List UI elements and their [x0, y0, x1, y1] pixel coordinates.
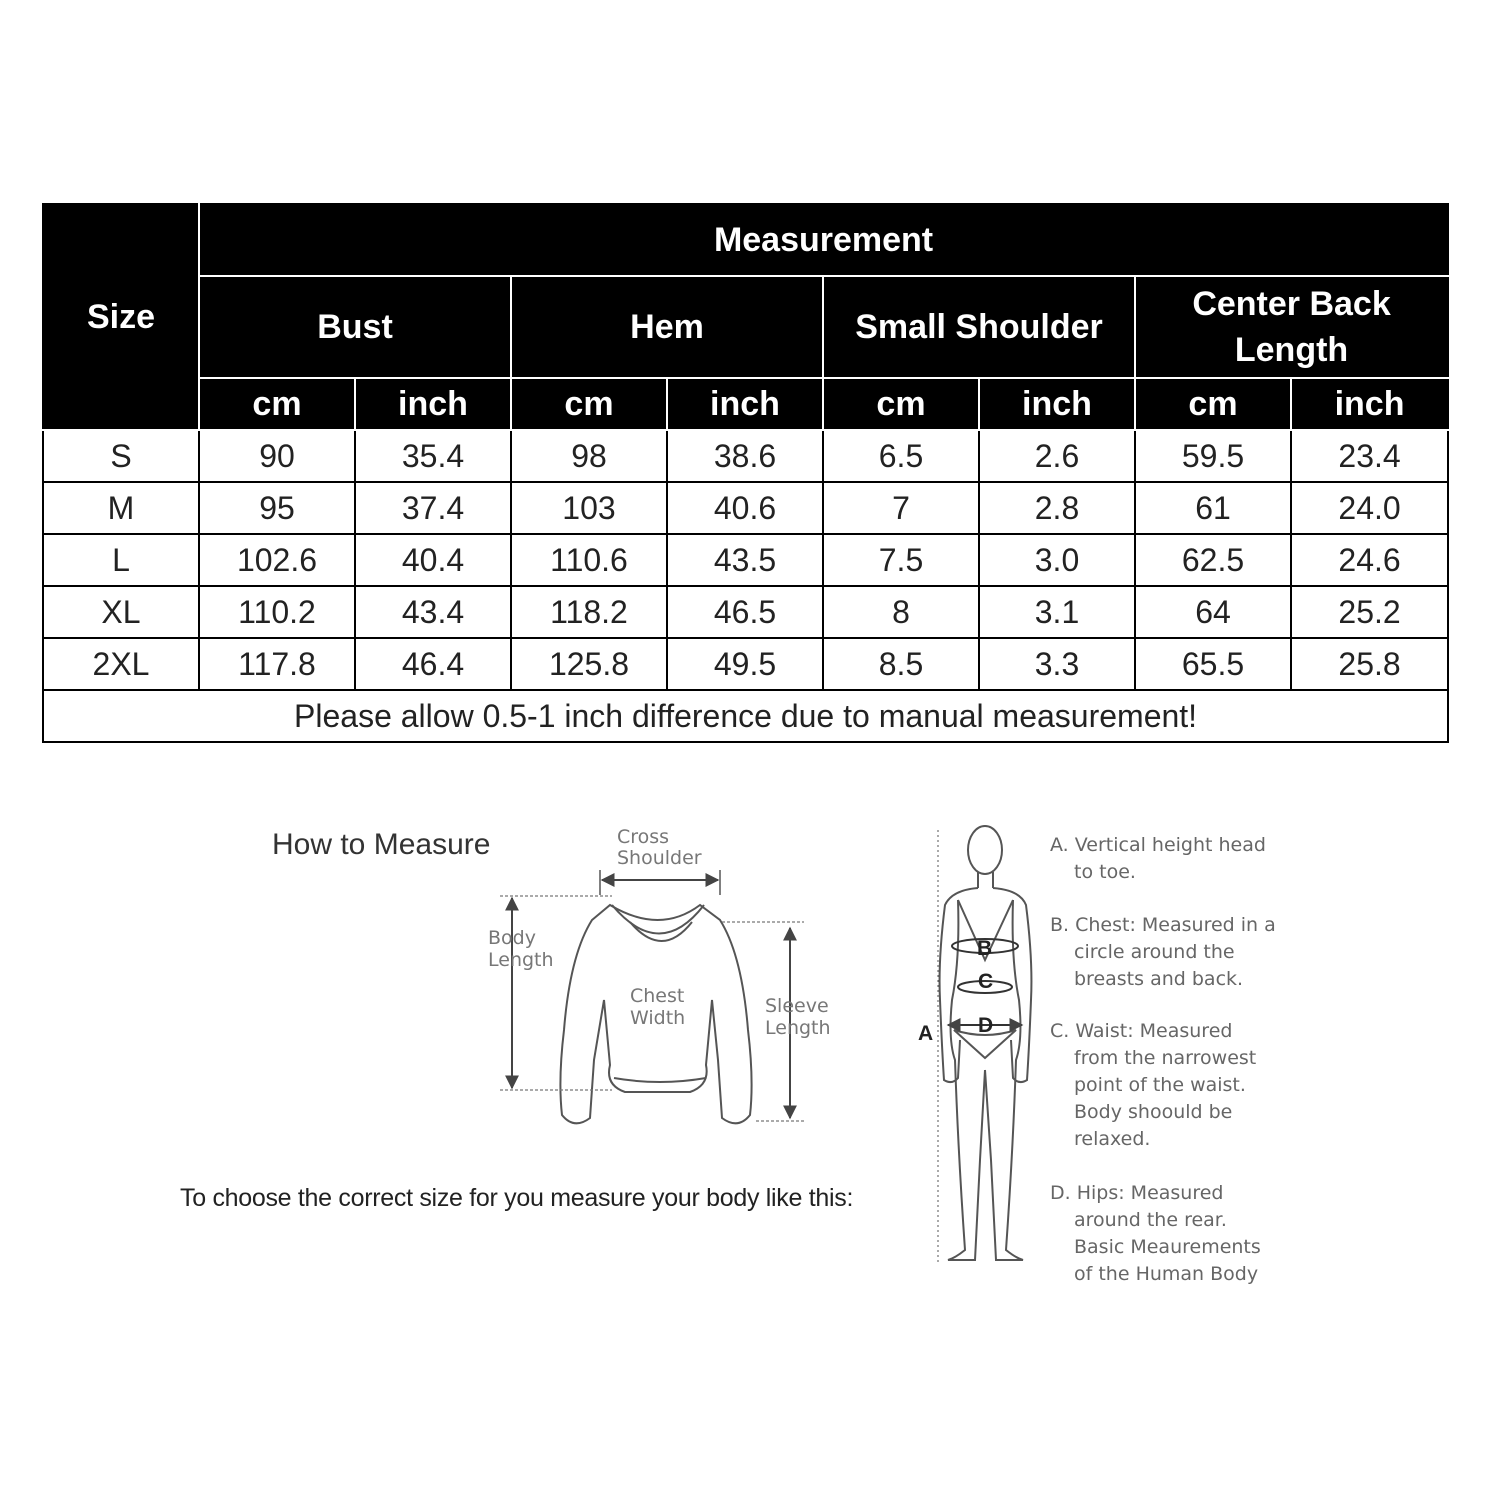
- legend-d-line: D. Hips: Measured: [1050, 1182, 1224, 1204]
- sleeve-length-label-1: Sleeve: [765, 995, 829, 1017]
- value-cell: 2.6: [979, 430, 1135, 482]
- value-cell: 125.8: [511, 638, 667, 690]
- value-cell: 62.5: [1135, 534, 1291, 586]
- value-cell: 46.4: [355, 638, 511, 690]
- size-cell: XL: [43, 586, 199, 638]
- value-cell: 117.8: [199, 638, 355, 690]
- figure-letter-a: A: [918, 1022, 934, 1045]
- value-cell: 65.5: [1135, 638, 1291, 690]
- value-cell: 7.5: [823, 534, 979, 586]
- unit-cm: cm: [1135, 378, 1291, 430]
- legend-d-line: of the Human Body: [1074, 1263, 1259, 1285]
- size-cell: 2XL: [43, 638, 199, 690]
- value-cell: 90: [199, 430, 355, 482]
- legend-d: [1050, 1180, 1261, 1288]
- center-back-line-2: Length: [1234, 331, 1349, 369]
- value-cell: 95: [199, 482, 355, 534]
- unit-cm: cm: [199, 378, 355, 430]
- value-cell: 24.6: [1291, 534, 1448, 586]
- value-cell: 110.6: [511, 534, 667, 586]
- measurement-note: Please allow 0.5-1 inch difference due to manual measurement!: [43, 690, 1448, 742]
- body-length-label-1: Body: [488, 927, 536, 949]
- value-cell: 3.0: [979, 534, 1135, 586]
- legend-d-line: Basic Meaurements: [1074, 1236, 1261, 1258]
- cross-shoulder-label-1: Cross: [617, 826, 670, 848]
- figure-letter-d: D: [978, 1014, 994, 1037]
- measurement-header: Measurement: [199, 204, 1448, 276]
- size-cell: L: [43, 534, 199, 586]
- value-cell: 37.4: [355, 482, 511, 534]
- legend-b-line: breasts and back.: [1074, 968, 1244, 990]
- choose-size-instruction: To choose the correct size for you measure your body like this:: [180, 1184, 854, 1212]
- value-cell: 38.6: [667, 430, 823, 482]
- center-back-line-1: Center Back: [1192, 285, 1391, 323]
- value-cell: 43.5: [667, 534, 823, 586]
- legend-b-line: circle around the: [1074, 941, 1235, 963]
- unit-cm: cm: [511, 378, 667, 430]
- value-cell: 40.6: [667, 482, 823, 534]
- figure-letter-c: C: [978, 970, 994, 993]
- value-cell: 103: [511, 482, 667, 534]
- unit-inch: inch: [667, 378, 823, 430]
- how-to-measure-title: How to Measure: [272, 828, 491, 861]
- legend-c-line: from the narrowest: [1074, 1047, 1257, 1069]
- unit-inch: inch: [355, 378, 511, 430]
- size-cell: M: [43, 482, 199, 534]
- value-cell: 59.5: [1135, 430, 1291, 482]
- hem-header: Hem: [511, 276, 823, 378]
- value-cell: 102.6: [199, 534, 355, 586]
- value-cell: 98: [511, 430, 667, 482]
- value-cell: 49.5: [667, 638, 823, 690]
- value-cell: 7: [823, 482, 979, 534]
- figure-letter-b: B: [977, 937, 993, 960]
- chest-width-label-1: Chest: [630, 985, 685, 1007]
- size-cell: S: [43, 430, 199, 482]
- legend-d-line: around the rear.: [1074, 1209, 1227, 1231]
- small-shoulder-header: Small Shoulder: [823, 276, 1135, 378]
- legend-c-line: Body shoould be: [1074, 1101, 1233, 1123]
- cross-shoulder-label-2: Shoulder: [617, 847, 702, 869]
- unit-cm: cm: [823, 378, 979, 430]
- legend-a-line: A. Vertical height head: [1050, 834, 1266, 856]
- value-cell: 43.4: [355, 586, 511, 638]
- legend-c: [1050, 1018, 1256, 1153]
- value-cell: 24.0: [1291, 482, 1448, 534]
- value-cell: 46.5: [667, 586, 823, 638]
- legend-b-line: B. Chest: Measured in a: [1050, 914, 1276, 936]
- sleeve-length-label-2: Length: [765, 1017, 831, 1039]
- value-cell: 25.8: [1291, 638, 1448, 690]
- value-cell: 118.2: [511, 586, 667, 638]
- legend-c-line: point of the waist.: [1074, 1074, 1246, 1096]
- value-cell: 6.5: [823, 430, 979, 482]
- value-cell: 2.8: [979, 482, 1135, 534]
- body-figure-icon: [940, 826, 1032, 1260]
- bust-header: Bust: [199, 276, 511, 378]
- unit-inch: inch: [979, 378, 1135, 430]
- chest-width-label-2: Width: [630, 1007, 686, 1029]
- unit-inch: inch: [1291, 378, 1448, 430]
- legend-b: [1050, 912, 1276, 993]
- value-cell: 3.3: [979, 638, 1135, 690]
- value-cell: 23.4: [1291, 430, 1448, 482]
- legend-c-line: C. Waist: Measured: [1050, 1020, 1233, 1042]
- value-cell: 61: [1135, 482, 1291, 534]
- value-cell: 8.5: [823, 638, 979, 690]
- value-cell: 110.2: [199, 586, 355, 638]
- value-cell: 3.1: [979, 586, 1135, 638]
- size-header: Size: [43, 204, 199, 430]
- value-cell: 64: [1135, 586, 1291, 638]
- value-cell: 40.4: [355, 534, 511, 586]
- legend-c-line: relaxed.: [1074, 1128, 1151, 1150]
- value-cell: 25.2: [1291, 586, 1448, 638]
- value-cell: 35.4: [355, 430, 511, 482]
- value-cell: 8: [823, 586, 979, 638]
- legend-a: [1050, 832, 1266, 886]
- legend-a-line: to toe.: [1074, 861, 1136, 883]
- body-length-label-2: Length: [488, 949, 554, 971]
